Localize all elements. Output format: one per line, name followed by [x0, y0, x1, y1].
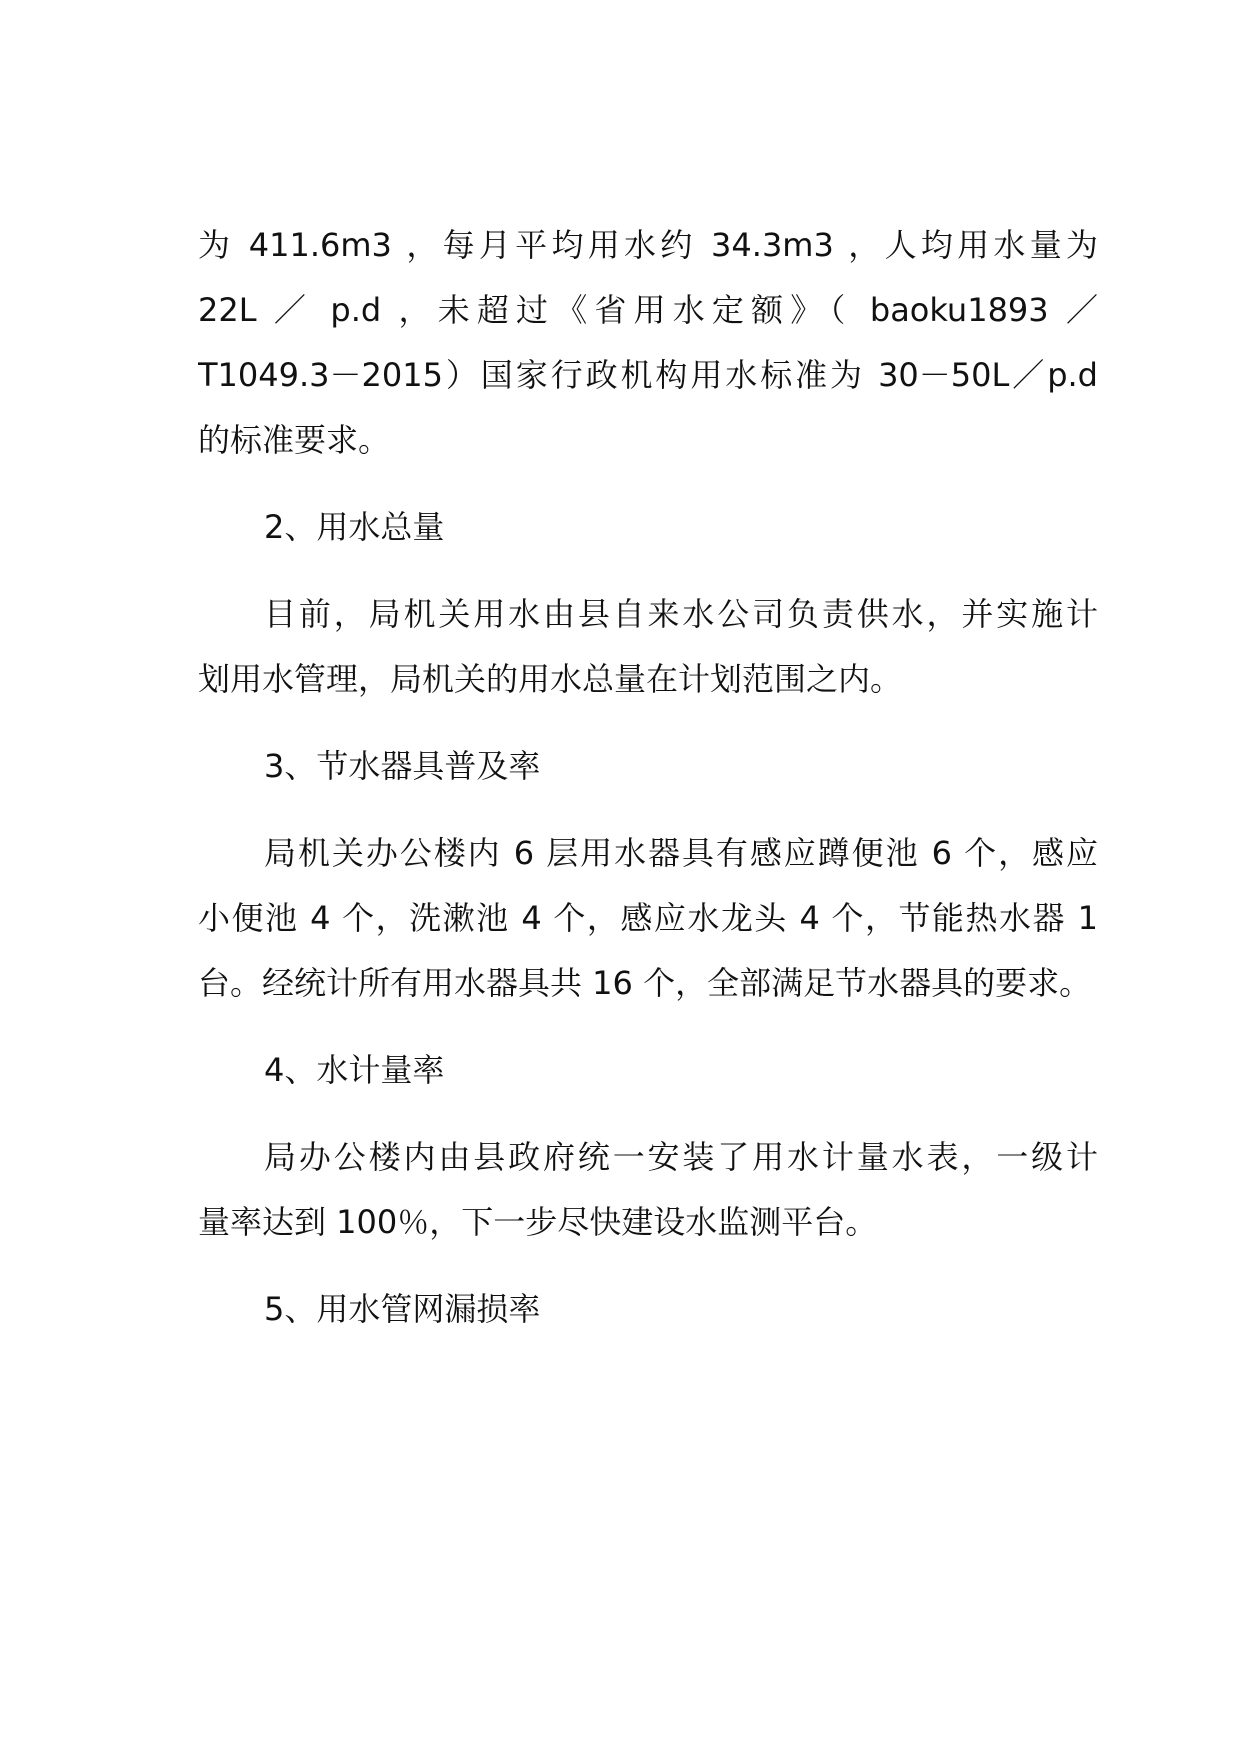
text-line: 量率达到 100％，下一步尽快建设水监测平台。 [198, 1203, 878, 1241]
document-body [198, 213, 1098, 1342]
text-line: 22L ／ p.d ，未超过《省用水定额》（ baoku1893 ／ [198, 291, 1098, 329]
text-line: 划用水管理，局机关的用水总量在计划范围之内。 [198, 660, 903, 698]
text-line: 局办公楼内由县政府统一安装了用水计量水表，一级计 [264, 1138, 1098, 1176]
section-heading-total-water: 2、用水总量 [264, 508, 445, 546]
paragraph-metering [198, 1125, 1098, 1255]
text-line: 为 411.6m3 ，每月平均用水约 34.3m3 ，人均用水量为 [198, 226, 1098, 264]
text-line: 局机关办公楼内 6 层用水器具有感应蹲便池 6 个，感应 [264, 834, 1098, 872]
section-heading-fixtures: 3、节水器具普及率 [264, 747, 541, 785]
paragraph-total-water [198, 582, 1098, 712]
text-line: T1049.3－2015）国家行政机构用水标准为 30－50L／p.d [198, 356, 1098, 394]
section-heading-metering: 4、水计量率 [264, 1051, 445, 1089]
section-heading-leakage: 5、用水管网漏损率 [264, 1290, 541, 1328]
text-line: 台。经统计所有用水器具共 16 个，全部满足节水器具的要求。 [198, 964, 1092, 1002]
paragraph-water-usage [198, 213, 1098, 473]
paragraph-fixtures [198, 821, 1098, 1016]
text-line: 小便池 4 个，洗漱池 4 个，感应水龙头 4 个，节能热水器 1 [198, 899, 1098, 937]
text-line: 目前，局机关用水由县自来水公司负责供水，并实施计 [264, 595, 1098, 633]
text-line: 的标准要求。 [198, 421, 391, 459]
